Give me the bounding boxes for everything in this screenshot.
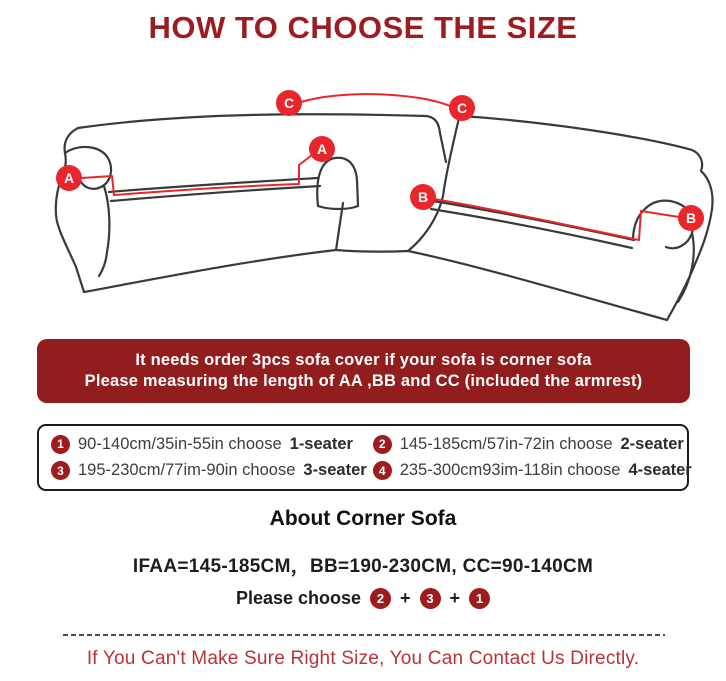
size-option-1-seater: 1-seater [289,434,353,453]
size-option-4-range: 235-300cm93im-118in choose [399,461,621,480]
banner-line-2: Please measuring the length of AA ,BB and CC (included the armrest) [84,372,643,390]
badge-c-right [449,95,475,121]
badge-b-right [678,205,704,231]
size-option-3 [51,461,367,480]
corner-sofa-notice-banner [37,339,690,403]
please-choose-label: Please choose [235,588,362,608]
number-4-icon: 4 [373,461,392,480]
size-option-1-range: 90-140cm/35in-55in choose [78,434,282,453]
choose-number-2-icon: 2 [370,588,391,609]
about-corner-sofa-heading: About Corner Sofa [269,507,457,530]
choose-number-3-icon: 3 [420,588,441,609]
corner-sofa-diagram [0,70,726,342]
badge-a-right [309,136,335,162]
plus-sign: + [400,588,411,608]
badge-b-left [410,184,436,210]
svg-text:A: A [63,170,75,186]
size-option-4 [373,461,692,480]
number-3-icon: 3 [51,461,70,480]
choose-number-1-icon: 1 [469,588,490,609]
page-title: HOW TO CHOOSE THE SIZE [148,10,578,45]
size-options-box [37,424,692,491]
svg-text:B: B [417,189,429,205]
measure-line-cc [301,94,450,106]
size-option-2 [373,435,692,454]
size-option-2-range: 145-185cm/57in-72in choose [399,434,613,453]
size-option-3-seater: 3-seater [303,461,367,480]
measure-badges [56,90,704,231]
svg-text:A: A [316,141,328,157]
banner-line-1: It needs order 3pcs sofa cover if your sofa is corner sofa [135,351,592,369]
number-1-icon: 1 [51,435,70,454]
number-2-icon: 2 [373,435,392,454]
corner-sofa-sizes-line: IFAA=145-185CM，BB=190-230CM, CC=90-140CM [132,556,594,577]
sofa-outline [56,114,713,320]
size-option-4-seater: 4-seater [628,461,692,480]
size-option-3-range: 195-230cm/77im-90in choose [78,461,296,480]
svg-text:C: C [283,95,295,111]
badge-c-left [276,90,302,116]
svg-text:B: B [685,210,697,226]
dashed-separator [63,634,665,636]
contact-us-note: If You Can't Make Sure Right Size, You Can Contact Us Directly. [86,648,640,669]
plus-sign: + [449,588,461,608]
size-option-2-seater: 2-seater [620,434,684,453]
size-option-1 [51,435,367,454]
measure-line-bb [434,199,679,240]
svg-text:C: C [456,100,468,116]
badge-a-left [56,165,82,191]
please-choose-line [0,588,726,609]
